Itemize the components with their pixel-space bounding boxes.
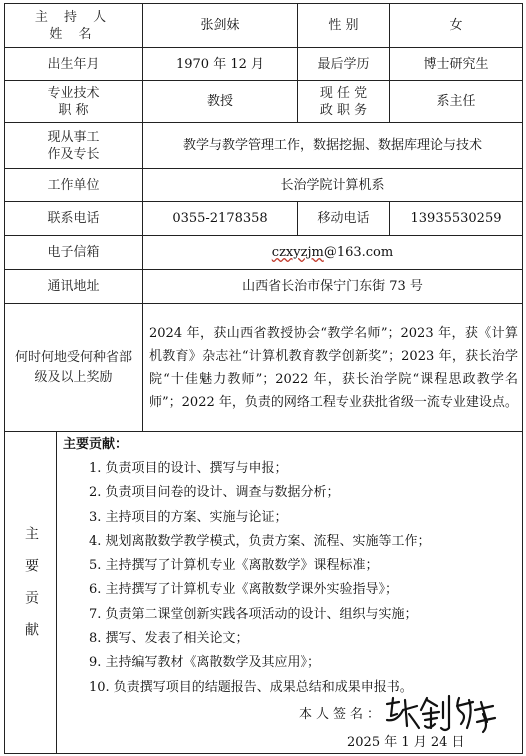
row-contributions bbox=[5, 432, 523, 754]
position-value: 系主任 bbox=[390, 81, 523, 123]
education-label: 最后学历 bbox=[298, 48, 390, 81]
awards-label: 何时何地受何种省部级及以上奖励 bbox=[5, 304, 143, 432]
list-item: 8. 撰写、发表了相关论文； bbox=[89, 631, 249, 647]
host-label: 主 持 人 姓 名 bbox=[5, 4, 143, 48]
list-item: 5. 主持撰写了计算机专业《离散数学》课程标准； bbox=[89, 558, 379, 574]
email-user: czxyzjm bbox=[271, 245, 324, 260]
row-awards bbox=[5, 304, 523, 432]
list-item: 2. 负责项目问卷的设计、调查与数据分析； bbox=[89, 485, 340, 501]
position-label: 现 任 党 政 职 务 bbox=[298, 81, 390, 123]
awards-value: 2024 年，获山西省教授协会“教学名师”；2023 年，获《计算机教育》杂志社“计算机教育教学创新奖”；2023 年，获长治学院“十佳魅力教师”；2022 年，获长治学院“课程思政教学名师”；2022 年，负责的网络工程专业获批省级一流专业建设点。 bbox=[143, 304, 523, 432]
email-label: 电子信箱 bbox=[5, 236, 143, 270]
workplace-label: 工作单位 bbox=[5, 169, 143, 202]
gender-value: 女 bbox=[390, 4, 523, 48]
list-item: 6. 主持撰写了计算机专业《离散数学课外实验指导》； bbox=[89, 582, 399, 598]
address-value: 山西省长治市保宁门东街 73 号 bbox=[143, 270, 523, 304]
list-item: 7. 负责第二课堂创新实践各项活动的设计、组织与实施； bbox=[89, 606, 418, 622]
email-value bbox=[143, 236, 523, 270]
list-item: 10. 负责撰写项目的结题报告、成果总结和成果申报书。 bbox=[89, 679, 413, 695]
row-email bbox=[5, 236, 523, 270]
mobile-label: 移动电话 bbox=[298, 202, 390, 236]
list-item: 4. 规划离散数学教学模式，负责方案、流程、实施等工作； bbox=[89, 533, 431, 549]
info-table bbox=[4, 3, 523, 432]
row-phone bbox=[5, 202, 523, 236]
workplace-value: 长治学院计算机系 bbox=[143, 169, 523, 202]
birth-value: 1970 年 12 月 bbox=[143, 48, 298, 81]
contributions-title: 主要贡献： bbox=[63, 437, 129, 452]
signature-label: 本人签名： bbox=[299, 706, 385, 722]
phone-value: 0355-2178358 bbox=[143, 202, 298, 236]
expertise-label: 现从事工 作及专长 bbox=[5, 123, 143, 169]
list-item: 3. 主持项目的方案、实施与论证； bbox=[89, 509, 288, 525]
contributions-list bbox=[63, 457, 516, 700]
row-birth bbox=[5, 48, 523, 81]
row-title bbox=[5, 81, 523, 123]
row-address bbox=[5, 270, 523, 304]
contribution-table bbox=[4, 431, 523, 754]
expertise-value: 教学与教学管理工作，数据挖掘、数据库理论与技术 bbox=[143, 123, 523, 169]
list-item: 9. 主持编写教材《离散数学及其应用》； bbox=[89, 655, 321, 671]
title-label: 专业技术 职 称 bbox=[5, 81, 143, 123]
handwritten-signature bbox=[383, 692, 499, 734]
mobile-value: 13935530259 bbox=[390, 202, 523, 236]
application-form bbox=[4, 3, 522, 753]
education-value: 博士研究生 bbox=[390, 48, 523, 81]
row-expertise bbox=[5, 123, 523, 169]
contributions-content bbox=[57, 432, 523, 754]
list-item: 1. 负责项目的设计、撰写与申报； bbox=[89, 461, 288, 476]
host-value: 张剑妹 bbox=[143, 4, 298, 48]
row-workplace bbox=[5, 169, 523, 202]
contributions-side-label: 主要贡献 bbox=[5, 432, 57, 754]
signature-area bbox=[63, 700, 516, 750]
phone-label: 联系电话 bbox=[5, 202, 143, 236]
gender-label: 性 别 bbox=[298, 4, 390, 48]
email-domain: @163.com bbox=[323, 245, 394, 260]
title-value: 教授 bbox=[143, 81, 298, 123]
signature-date: 2025 年 1 月 24 日 bbox=[347, 734, 465, 750]
address-label: 通讯地址 bbox=[5, 270, 143, 304]
birth-label: 出生年月 bbox=[5, 48, 143, 81]
row-host bbox=[5, 4, 523, 48]
